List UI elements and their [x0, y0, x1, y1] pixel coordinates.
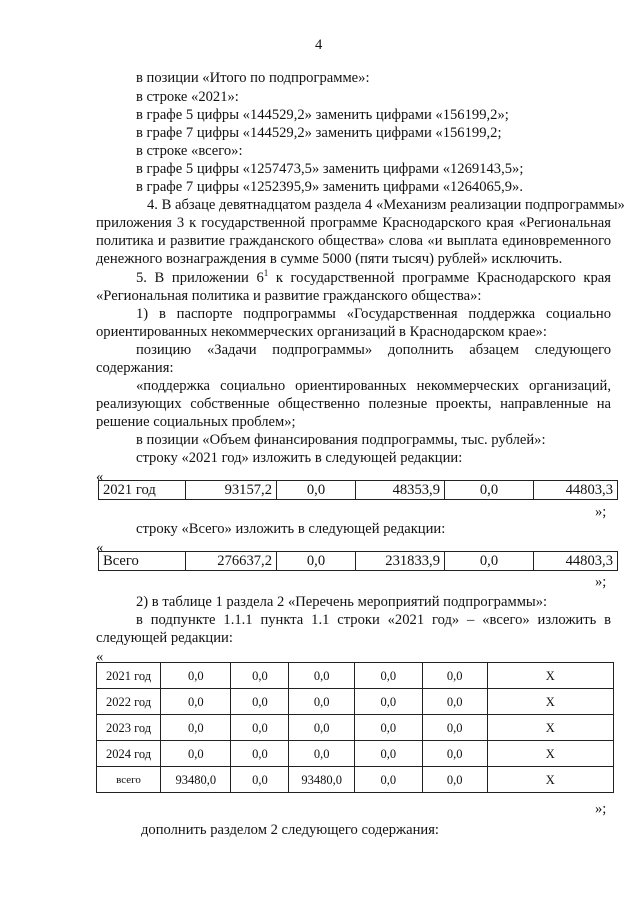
table-cell: 0,0: [422, 715, 487, 741]
table-cell: 93157,2: [186, 481, 277, 500]
table-cell: Всего: [99, 552, 186, 571]
table-cell: 44803,3: [534, 481, 618, 500]
table-cell: 0,0: [354, 767, 422, 793]
open-quote: «: [96, 649, 104, 665]
table-cell: 0,0: [161, 741, 231, 767]
text-line: 2) в таблице 1 раздела 2 «Перечень мероприятий подпрограммы»:: [136, 594, 548, 610]
text-line: в строке «2021»:: [136, 89, 239, 105]
text-line: в позиции «Итого по подпрограмме»:: [136, 70, 370, 86]
table-cell: 2024 год: [97, 741, 161, 767]
text-line: в строке «всего»:: [136, 143, 243, 159]
table-row: [97, 767, 614, 793]
text-line: следующей редакции:: [96, 630, 233, 646]
close-quote: »;: [595, 504, 607, 520]
text-line: в графе 5 цифры «144529,2» заменить цифрами «156199,2»;: [136, 107, 509, 123]
table-cell: 231833,9: [356, 552, 445, 571]
paragraph-line: 5. В приложении $6^1$ к государственной программе Краснодарского края: [136, 268, 611, 286]
table-cell: 0,0: [289, 741, 354, 767]
page-number: 4: [315, 37, 323, 53]
paragraph-line: в подпункте 1.1.1 пункта 1.1 строки «2021 год» – «всего» изложить в: [136, 612, 611, 628]
table-cell: 0,0: [422, 663, 487, 689]
superscript: 1: [263, 268, 269, 278]
table-row: [97, 689, 614, 715]
text-line: строку «Всего» изложить в следующей редакции:: [136, 521, 446, 537]
text-line: содержания:: [96, 360, 174, 376]
paragraph-line: «поддержка социально ориентированных некоммерческих организаций,: [136, 378, 611, 394]
text-line: в графе 7 цифры «144529,2» заменить цифрами «156199,2;: [136, 125, 502, 141]
table-cell: 0,0: [289, 663, 354, 689]
table-cell: 48353,9: [356, 481, 445, 500]
table-cell: 0,0: [231, 767, 289, 793]
text-line: строку «2021 год» изложить в следующей редакции:: [136, 450, 463, 466]
table-cell: X: [487, 715, 613, 741]
table-row: [97, 663, 614, 689]
text-line: в позиции «Объем финансирования подпрограммы, тыс. рублей»:: [136, 432, 546, 448]
table-cell: 44803,3: [534, 552, 618, 571]
close-quote: »;: [595, 574, 607, 590]
table-cell: 0,0: [289, 715, 354, 741]
paragraph-line: 4. В абзаце девятнадцатом раздела 4 «Механизм реализации подпрограммы»: [147, 197, 625, 213]
table-cell: 0,0: [422, 741, 487, 767]
paragraph-line: позицию «Задачи подпрограммы» дополнить абзацем следующего: [136, 342, 611, 358]
table-cell: 0,0: [289, 689, 354, 715]
table-cell: 0,0: [354, 715, 422, 741]
table-cell: 0,0: [277, 552, 356, 571]
table-cell: 2022 год: [97, 689, 161, 715]
text-line: «Региональная политика и развитие гражданского общества»:: [96, 288, 482, 304]
table-cell: 2023 год: [97, 715, 161, 741]
table-cell: 93480,0: [161, 767, 231, 793]
table-cell: X: [487, 663, 613, 689]
table-cell: 0,0: [231, 689, 289, 715]
paragraph-line: приложения 3 к государственной программе Краснодарского края «Региональная: [96, 215, 611, 231]
measures-table: [96, 662, 614, 793]
table-cell: X: [487, 741, 613, 767]
paragraph-line: политика и развитие гражданского общества» слова «и выплата единовременного: [96, 233, 611, 249]
table-row: [99, 552, 618, 571]
table-cell: 0,0: [161, 663, 231, 689]
table-cell: 0,0: [445, 481, 534, 500]
table-cell: X: [487, 689, 613, 715]
text-line: решение социальных проблем»;: [96, 414, 296, 430]
table-cell: 0,0: [161, 715, 231, 741]
table-cell: 0,0: [161, 689, 231, 715]
table-cell: 0,0: [354, 689, 422, 715]
table-cell: 2021 год: [97, 663, 161, 689]
table-cell: 276637,2: [186, 552, 277, 571]
table-cell: 0,0: [445, 552, 534, 571]
table-cell: 2021 год: [99, 481, 186, 500]
paragraph-line: 1) в паспорте подпрограммы «Государственная поддержка социально: [136, 306, 611, 322]
text-line: в графе 5 цифры «1257473,5» заменить цифрами «1269143,5»;: [136, 161, 524, 177]
table-cell: 93480,0: [289, 767, 354, 793]
table-row: [97, 741, 614, 767]
close-quote: »;: [595, 801, 607, 817]
finance-table-2021: [98, 480, 618, 500]
open-quote: «: [96, 540, 104, 556]
open-quote: «: [96, 469, 104, 485]
table-cell: 0,0: [422, 689, 487, 715]
text-line: денежного вознаграждения в сумме 5000 (пяти тысяч) рублей» исключить.: [96, 251, 563, 267]
table-cell: 0,0: [354, 663, 422, 689]
text-line: дополнить разделом 2 следующего содержания:: [141, 822, 439, 838]
text-line: в графе 7 цифры «1252395,9» заменить цифрами «1264065,9».: [136, 179, 523, 195]
finance-table-total: [98, 551, 618, 571]
table-row: [99, 481, 618, 500]
table-cell: X: [487, 767, 613, 793]
table-cell: 0,0: [231, 741, 289, 767]
table-cell: 0,0: [354, 741, 422, 767]
table-cell: всего: [97, 767, 161, 793]
paragraph-line: реализующих собственные общественно полезные проекты, направленные на: [96, 396, 611, 412]
table-row: [97, 715, 614, 741]
table-cell: 0,0: [231, 715, 289, 741]
table-cell: 0,0: [422, 767, 487, 793]
table-cell: 0,0: [277, 481, 356, 500]
text-line: ориентированных некоммерческих организаций в Краснодарском крае»:: [96, 324, 547, 340]
table-cell: 0,0: [231, 663, 289, 689]
